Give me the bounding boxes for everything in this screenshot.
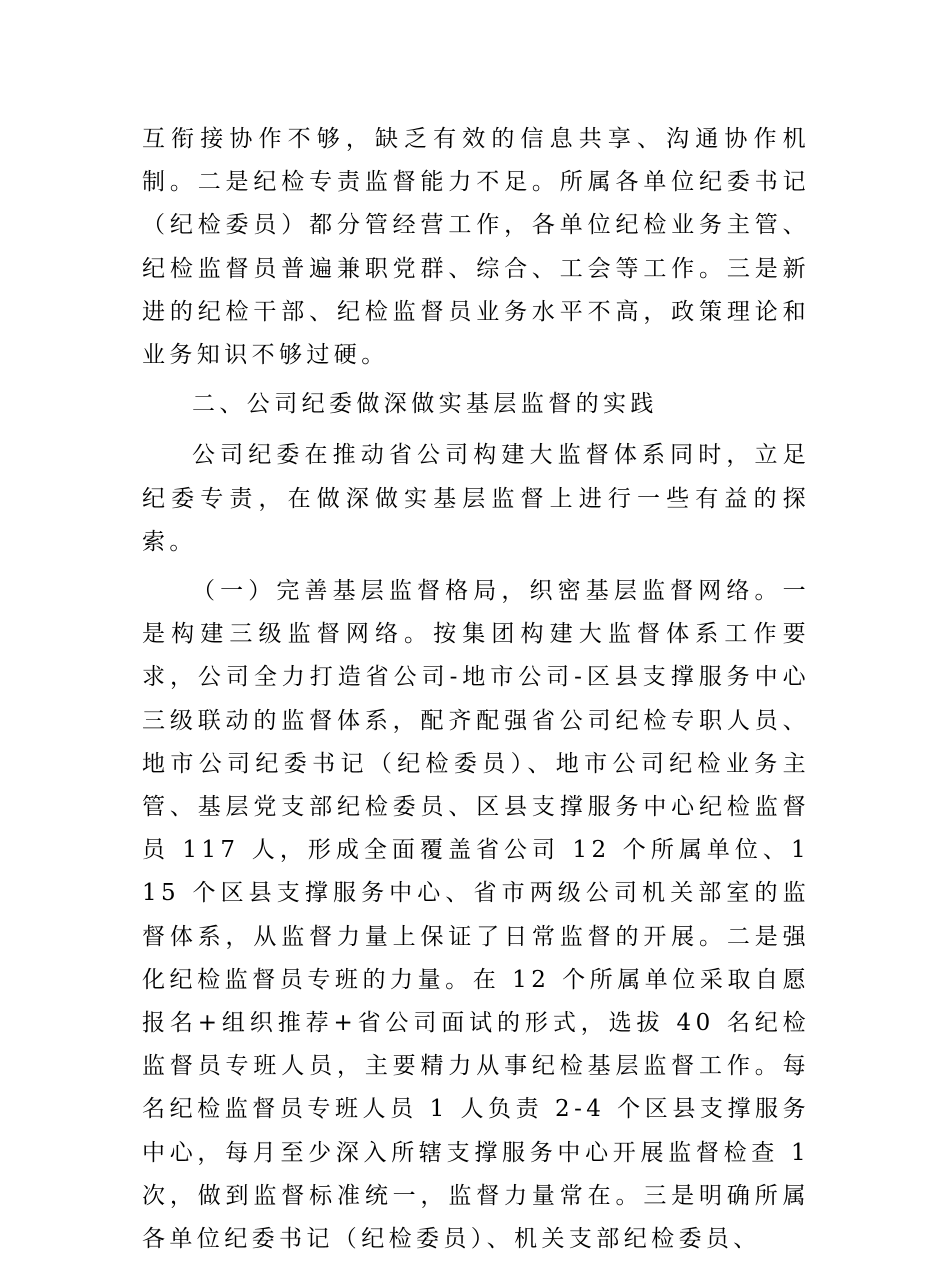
paragraph-intro: 公司纪委在推动省公司构建大监督体系同时，立足纪委专责，在做深做实基层监督上进行一些有益的探索。: [142, 442, 810, 555]
section-heading: 二、公司纪委做深做实基层监督的实践: [192, 391, 658, 418]
document-body: [142, 118, 810, 1267]
paragraph-subsection-1: （一）完善基层监督格局，织密基层监督网络。一是构建三级监督网络。按集团构建大监督体系工作要求，公司全力打造省公司-地市公司-区县支撑服务中心三级联动的监督体系，配齐配强省公司纪检专职人员、地市公司纪委书记（纪检委员）、地市公司纪检业务主管、基层党支部纪检委员、区县支撑服务中心纪检监督员 117 人，形成全面覆盖省公司 12 个所属单位、115 个区县支撑服务中心、省市两级公司机关部室的监督体系，从监督力量上保证了日常监督的开展。二是强化纪检监督员专班的力量。在 12 个所属单位采取自愿报名+组织推荐+省公司面试的形式，选拔 40 名纪检监督员专班人员，主要精力从事纪检基层监督工作。每名纪检监督员专班人员 1 人负责 2-4 个区县支撑服务中心，每月至少深入所辖支撑服务中心开展监督检查 1 次，做到监督标准统一，监督力量常在。三是明确所属各单位纪委书记（纪检委员）、机关支部纪检委员、: [142, 578, 810, 1253]
paragraph-continuation: 互衔接协作不够，缺乏有效的信息共享、沟通协作机制。二是纪检专责监督能力不足。所属各单位纪委书记（纪检委员）都分管经营工作，各单位纪检业务主管、纪检监督员普遍兼职党群、综合、工会等工作。三是新进的纪检干部、纪检监督员业务水平不高，政策理论和业务知识不够过硬。: [142, 126, 810, 369]
